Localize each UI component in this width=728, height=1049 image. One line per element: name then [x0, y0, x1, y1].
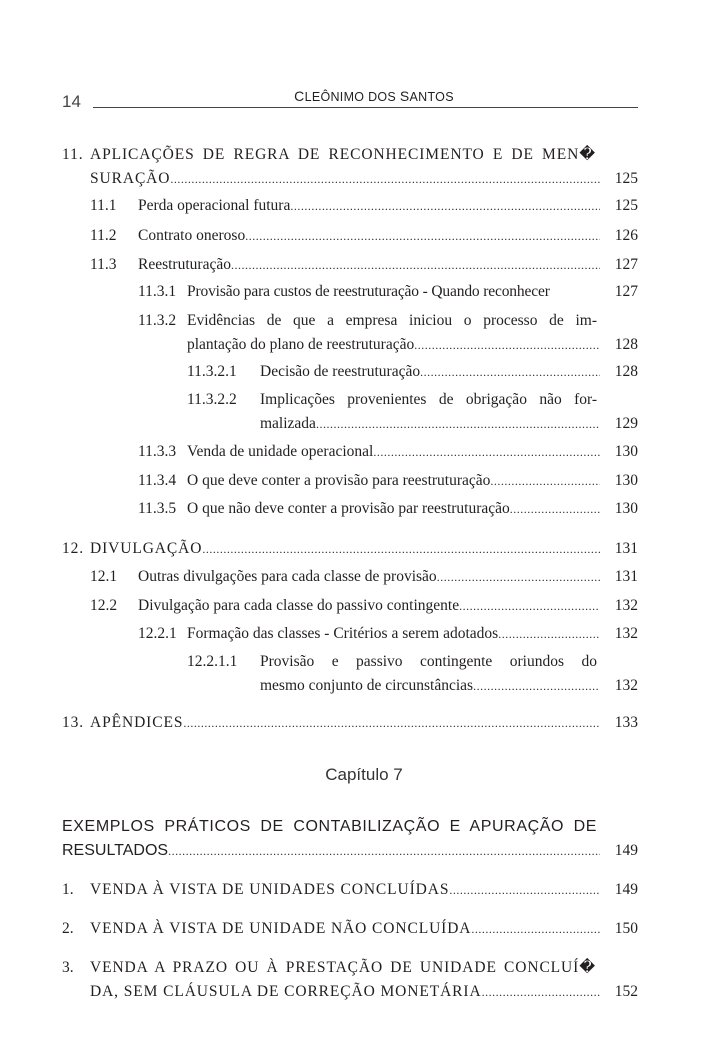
chapter-entry-2: 2. VENDA À VISTA DE UNIDADE NÃO CONCLUÍDA ..... 150: [62, 917, 638, 941]
chapter-entry-3-cont: DA, SEM CLÁUSULA DE CORREÇÃO MONETÁRIA ..... 152: [62, 980, 638, 1004]
toc-title: APLICAÇÕES DE REGRA DE RECONHECIMENTO E DE MEN�: [90, 146, 596, 163]
toc-entry-12-2-1-1: 12.2.1.1 Provisão e passivo contingente oriundos do: [187, 653, 597, 670]
toc-entry-11-3-2-2: 11.3.2.2 Implicações provenientes de obrigação não for-: [187, 391, 597, 408]
toc-entry-11-2: 11.2 Contrato oneroso ..... 126: [62, 224, 638, 248]
toc-entry-11-3-1: 11.3.1 Provisão para custos de reestruturação - Quando reconhecer 127: [138, 283, 638, 300]
toc-entry-11-3: 11.3 Reestruturação ..... 127: [62, 253, 638, 277]
toc-entry-11-3-2: 11.3.2 Evidências de que a empresa iniciou o processo de im-: [138, 312, 597, 329]
toc-entry-11-cont: SURAÇÃO ..... 125: [62, 167, 638, 191]
chapter-entry-1: 1. VENDA À VISTA DE UNIDADES CONCLUÍDAS ..... 149: [62, 878, 638, 902]
page-ref: 125: [614, 170, 638, 187]
page-number: 14: [62, 92, 81, 111]
toc-entry-11: 11. APLICAÇÕES DE REGRA DE RECONHECIMENTO E DE MEN�: [62, 143, 638, 167]
toc-entry-12-2: 12.2 Divulgação para cada classe do passivo contingente ..... 132: [62, 594, 638, 618]
toc-entry-11-3-5: 11.3.5 O que não deve conter a provisão par reestruturação ..... 130: [62, 497, 638, 521]
chapter-heading-cont: RESULTADOS ..... 149: [62, 839, 638, 863]
toc-entry-12-2-1: 12.2.1 Formação das classes - Critérios a serem adotados ..... 132: [62, 622, 638, 646]
toc-entry-12: 12. DIVULGAÇÃO ..... 131: [62, 537, 638, 561]
chapter-heading: EXEMPLOS PRÁTICOS DE CONTABILIZAÇÃO E APURAÇÃO DE: [62, 818, 597, 835]
running-header-author: CLEÔNIMO DOS SANTOS: [294, 88, 454, 104]
toc-entry-11-3-2-1: 11.3.2.1 Decisão de reestruturação ..... 128: [62, 360, 638, 384]
toc-entry-11-3-2-2-cont: malizada ..... 129: [62, 412, 638, 436]
header-rule: [93, 107, 638, 108]
chapter-entry-3: 3. VENDA A PRAZO OU À PRESTAÇÃO DE UNIDADE CONCLUÍ�: [62, 959, 596, 976]
toc-entry-11-3-4: 11.3.4 O que deve conter a provisão para reestruturação ..... 130: [62, 469, 638, 493]
toc-entry-12-2-1-1-cont: mesmo conjunto de circunstâncias ..... 132: [62, 674, 638, 698]
toc-entry-11-3-2-cont: plantação do plano de reestruturação ..... 128: [62, 333, 638, 357]
toc-entry-12-1: 12.1 Outras divulgações para cada classe de provisão ..... 131: [62, 565, 638, 589]
chapter-label: Capítulo 7: [325, 765, 403, 784]
toc-entry-13: 13. APÊNDICES ..... 133: [62, 711, 638, 735]
toc-entry-11-1: 11.1 Perda operacional futura ..... 125: [62, 194, 638, 218]
toc-entry-11-3-3: 11.3.3 Venda de unidade operacional ..... 130: [62, 440, 638, 464]
